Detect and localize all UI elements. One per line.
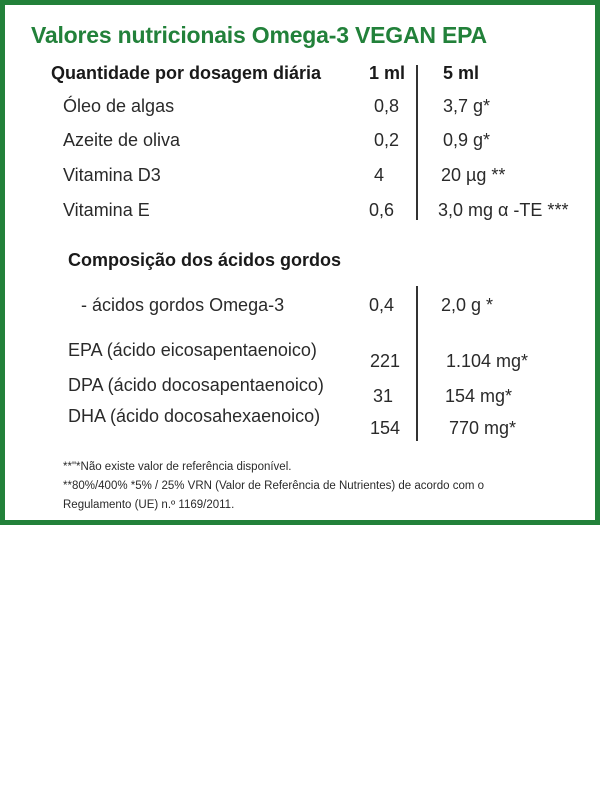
row-value-5ml: 3,7 g* (443, 96, 491, 116)
row-value-5ml: 2,0 g * (441, 295, 494, 315)
footnote-line-3: Regulamento (UE) n.º 1169/2011. (63, 499, 235, 511)
row-label-vitamina-e: Vitamina E (63, 200, 150, 220)
row-value-5ml: 20 µg ** (441, 165, 506, 185)
header-col-1ml: 1 ml (369, 63, 406, 83)
footnote-line-1: **"*Não existe valor de referência disponível. (63, 461, 292, 473)
row-value-1ml: 221 (370, 351, 401, 371)
row-value-5ml: 3,0 mg α -TE *** (438, 200, 569, 220)
footnote-line-2: **80%/400% *5% / 25% VRN (Valor de Referência de Nutrientes) de acordo com o (63, 480, 485, 492)
row-label-epa: EPA (ácido eicosapentaenoico) (68, 340, 317, 360)
column-divider (416, 65, 418, 220)
row-label-oleo-algas: Óleo de algas (63, 96, 175, 116)
row-value-1ml: 31 (373, 386, 394, 406)
row-value-5ml: 770 mg* (449, 418, 517, 438)
row-value-5ml: 0,9 g* (443, 130, 491, 150)
row-label-dpa: DPA (ácido docosapentaenoico) (68, 375, 324, 395)
column-divider (416, 286, 418, 441)
row-value-1ml: 0,4 (369, 295, 395, 315)
row-label-dha: DHA (ácido docosahexaenoico) (68, 406, 321, 426)
page-title: Valores nutricionais Omega-3 VEGAN EPA (31, 22, 487, 48)
row-value-5ml: 154 mg* (445, 386, 513, 406)
row-value-5ml: 1.104 mg* (446, 351, 529, 371)
header-quantity-label: Quantidade por dosagem diária (51, 63, 322, 83)
row-value-1ml: 154 (370, 418, 401, 438)
row-value-1ml: 4 (374, 165, 385, 185)
row-value-1ml: 0,8 (374, 96, 400, 116)
header-col-5ml: 5 ml (443, 63, 480, 83)
row-label-omega3: - ácidos gordos Omega-3 (81, 295, 285, 315)
row-label-azeite: Azeite de oliva (63, 130, 181, 150)
row-label-vitamina-d3: Vitamina D3 (63, 165, 161, 185)
row-value-1ml: 0,6 (369, 200, 395, 220)
fatty-acids-heading: Composição dos ácidos gordos (68, 250, 342, 270)
row-value-1ml: 0,2 (374, 130, 400, 150)
